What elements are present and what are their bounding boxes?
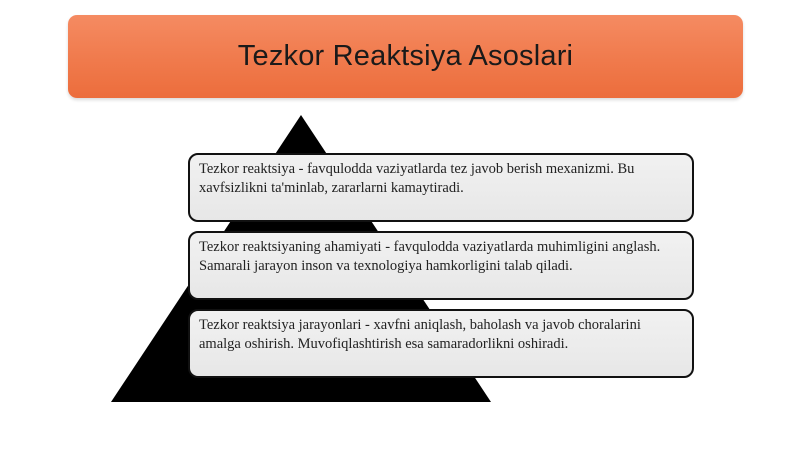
pyramid-level-1-text: Tezkor reaktsiya - favqulodda vaziyatlarda tez javob berish mexanizmi. Bu xavfsizlikni ta'minlab, zararlarni kamaytiradi. <box>199 161 635 196</box>
pyramid-level-2 <box>188 231 694 300</box>
pyramid-level-3 <box>188 309 694 378</box>
pyramid-level-3-text: Tezkor reaktsiya jarayonlari - xavfni aniqlash, baholash va javob choralarini amalga oshirish. Muvofiqlashtirish esa samaradorlikni oshiradi. <box>199 317 641 352</box>
pyramid-level-1 <box>188 153 694 222</box>
pyramid-level-2-text: Tezkor reaktsiyaning ahamiyati - favqulodda vaziyatlarda muhimligini anglash. Samarali jarayon inson va texnologiya hamkorligini talab qiladi. <box>199 239 661 274</box>
slide-title: Tezkor Reaktsiya Asoslari <box>237 40 574 72</box>
